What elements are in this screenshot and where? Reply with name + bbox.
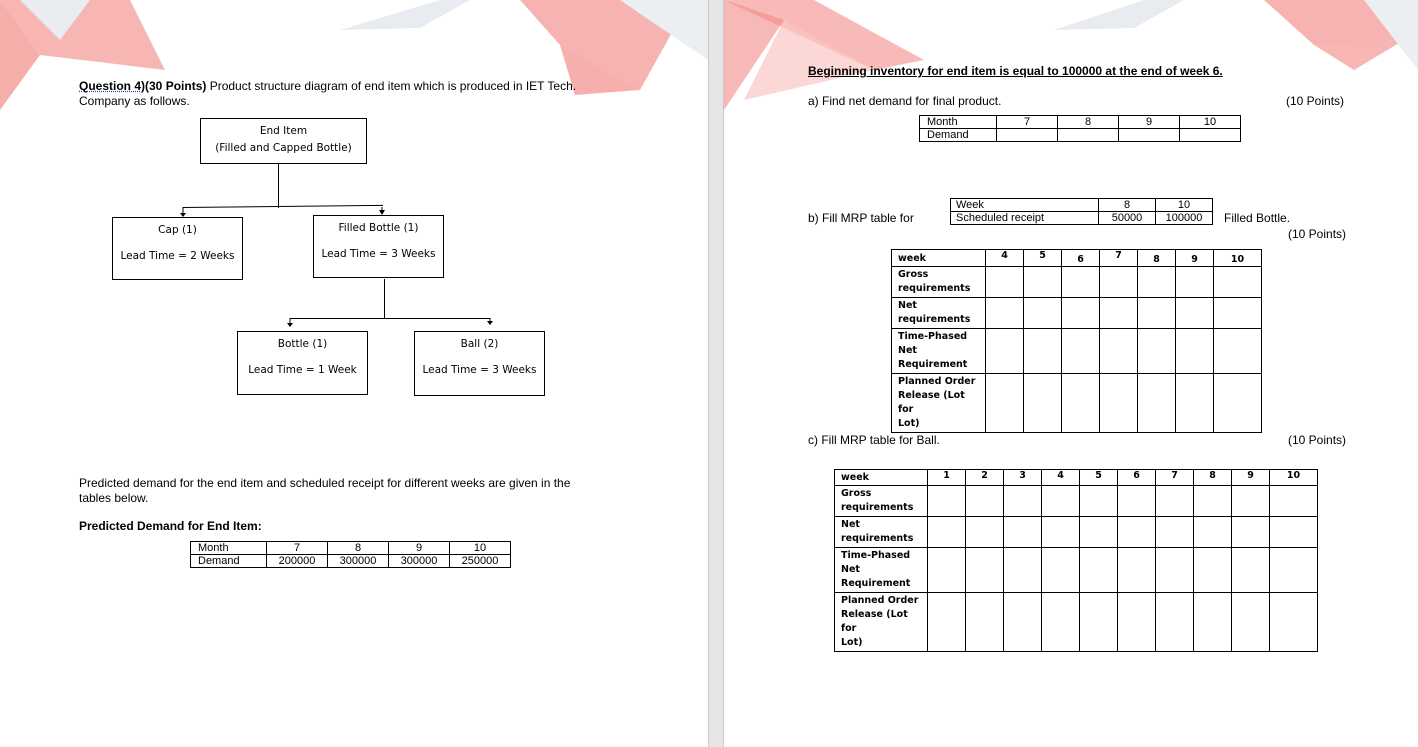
table-cell: 50000 <box>1099 212 1156 225</box>
part-a-points: (10 Points) <box>1286 94 1345 108</box>
table-cell[interactable] <box>1138 267 1176 298</box>
table-cell: 4 <box>1042 470 1080 486</box>
table-cell: 8 <box>1058 116 1119 129</box>
table-cell: 8 <box>1099 199 1156 212</box>
table-cell[interactable] <box>1042 486 1080 517</box>
question-points: (30 Points) <box>145 79 207 93</box>
table-cell[interactable] <box>1042 548 1080 593</box>
table-cell: 250000 <box>450 555 511 568</box>
table-cell[interactable] <box>986 374 1024 433</box>
table-cell[interactable] <box>1100 267 1138 298</box>
table-cell[interactable] <box>1138 329 1176 374</box>
table-cell: 6 <box>1062 250 1100 267</box>
table-cell: 9 <box>1232 470 1270 486</box>
table-cell[interactable] <box>1118 593 1156 652</box>
table-cell[interactable] <box>986 298 1024 329</box>
row-label-line: Lot) <box>841 637 863 648</box>
table-cell: 7 <box>997 116 1058 129</box>
table-cell[interactable] <box>1270 517 1318 548</box>
table-cell: 300000 <box>328 555 389 568</box>
table-row <box>191 555 511 568</box>
row-label-line: Net <box>898 300 917 311</box>
part-b-points: (10 Points) <box>1288 227 1347 241</box>
row-label-line: requirements <box>898 314 971 325</box>
scheduled-receipt-table <box>950 198 1213 225</box>
table-cell: Week <box>951 199 1099 212</box>
table-cell[interactable] <box>1119 129 1180 142</box>
bottle-lead-time: Lead Time = 1 Week <box>248 364 357 376</box>
table-cell[interactable] <box>1004 486 1042 517</box>
table-cell[interactable] <box>1194 517 1232 548</box>
table-cell: 300000 <box>389 555 450 568</box>
table-row-label <box>835 593 928 652</box>
table-row <box>835 470 1318 486</box>
table-cell: 9 <box>1176 250 1214 267</box>
row-label-line: requirements <box>841 502 914 513</box>
filled-bottle-lead-time: Lead Time = 3 Weeks <box>321 248 436 260</box>
table-cell: Month <box>191 542 267 555</box>
table-cell: 8 <box>328 542 389 555</box>
row-label-line: Release (Lot for <box>898 390 965 415</box>
part-b-label: b) Fill MRP table for <box>808 211 914 225</box>
filled-bottle-name: Filled Bottle (1) <box>338 222 419 234</box>
table-cell: 10 <box>1156 199 1213 212</box>
table-cell: week <box>835 470 928 486</box>
table-row-label <box>892 298 986 329</box>
table-row <box>892 329 1262 374</box>
table-cell: 8 <box>1138 250 1176 267</box>
table-cell[interactable] <box>1062 298 1100 329</box>
table-cell[interactable] <box>1232 593 1270 652</box>
table-cell[interactable] <box>1118 517 1156 548</box>
row-label-line: Time-Phased <box>898 331 968 342</box>
end-item-subtitle: (Filled and Capped Bottle) <box>215 142 352 154</box>
table-cell[interactable] <box>1156 517 1194 548</box>
ball-lead-time: Lead Time = 3 Weeks <box>422 364 537 376</box>
table-row <box>951 212 1213 225</box>
row-label-line: Net <box>841 564 860 575</box>
table-cell: 10 <box>1214 250 1262 267</box>
table-cell[interactable] <box>1100 329 1138 374</box>
table-cell[interactable] <box>1024 267 1062 298</box>
end-item-name: End Item <box>259 125 308 137</box>
table-cell[interactable] <box>1024 298 1062 329</box>
row-label-line: requirements <box>898 283 971 294</box>
row-label-line: Release (Lot for <box>841 609 908 634</box>
demand-text-line1: Predicted demand for the end item and scheduled receipt for different weeks are given in the <box>79 476 571 490</box>
predicted-demand-heading: Predicted Demand for End Item: <box>79 519 262 533</box>
table-cell[interactable] <box>1214 267 1262 298</box>
table-cell[interactable] <box>928 486 966 517</box>
table-cell[interactable] <box>1180 129 1241 142</box>
part-c-points: (10 Points) <box>1288 433 1347 447</box>
table-row <box>835 486 1318 517</box>
row-label-line: Net <box>841 519 860 530</box>
net-demand-table <box>919 115 1241 142</box>
question-number: Question 4) <box>79 79 146 93</box>
table-cell[interactable] <box>1062 374 1100 433</box>
table-cell[interactable] <box>1156 486 1194 517</box>
predicted-demand-table <box>190 541 511 568</box>
table-cell[interactable] <box>1004 593 1042 652</box>
table-row <box>920 116 1241 129</box>
ball-name: Ball (2) <box>460 338 499 350</box>
table-row-label <box>892 267 986 298</box>
table-row <box>835 593 1318 652</box>
table-cell[interactable] <box>1100 374 1138 433</box>
connector-line <box>278 164 279 208</box>
table-cell: 4 <box>986 250 1024 267</box>
table-cell: Demand <box>920 129 997 142</box>
table-cell: 6 <box>1118 470 1156 486</box>
part-a-label: a) Find net demand for final product. <box>808 94 1002 108</box>
table-cell: 10 <box>1270 470 1318 486</box>
table-cell: 8 <box>1194 470 1232 486</box>
bottle-name: Bottle (1) <box>277 338 328 350</box>
table-cell[interactable] <box>928 548 966 593</box>
question-intro: Product structure diagram of end item which is produced in IET Tech. <box>206 79 577 93</box>
table-cell[interactable] <box>1138 298 1176 329</box>
table-cell[interactable] <box>966 548 1004 593</box>
table-cell[interactable] <box>1058 129 1119 142</box>
table-cell: 9 <box>389 542 450 555</box>
table-row-label <box>892 329 986 374</box>
table-cell[interactable] <box>1194 593 1232 652</box>
table-cell: Demand <box>191 555 267 568</box>
table-cell[interactable] <box>997 129 1058 142</box>
table-row <box>892 250 1262 267</box>
table-cell: 1 <box>928 470 966 486</box>
table-cell: 100000 <box>1156 212 1213 225</box>
table-row-label <box>892 374 986 433</box>
table-cell[interactable] <box>1004 517 1042 548</box>
table-cell: Month <box>920 116 997 129</box>
table-cell[interactable] <box>1176 267 1214 298</box>
table-cell[interactable] <box>1062 329 1100 374</box>
table-row-label <box>835 486 928 517</box>
inventory-note: Beginning inventory for end item is equal to 100000 at the end of week 6. <box>808 64 1223 78</box>
table-row <box>892 298 1262 329</box>
table-cell[interactable] <box>1156 593 1194 652</box>
cap-name: Cap (1) <box>158 224 197 236</box>
document-page-left <box>0 0 708 747</box>
ball-box <box>414 331 545 396</box>
bottle-box <box>237 331 368 395</box>
table-row-label <box>835 548 928 593</box>
table-cell[interactable] <box>966 593 1004 652</box>
table-row <box>892 374 1262 433</box>
demand-text-line2: tables below. <box>79 491 149 505</box>
table-cell[interactable] <box>1270 486 1318 517</box>
part-c-label: c) Fill MRP table for Ball. <box>808 433 940 447</box>
table-cell[interactable] <box>986 267 1024 298</box>
mrp-table-filled-bottle <box>891 249 1262 433</box>
table-cell[interactable] <box>1176 374 1214 433</box>
table-cell: 7 <box>1156 470 1194 486</box>
table-row <box>191 542 511 555</box>
table-cell: 10 <box>450 542 511 555</box>
table-cell[interactable] <box>928 517 966 548</box>
filled-bottle-box <box>313 215 444 278</box>
table-row <box>835 548 1318 593</box>
table-cell[interactable] <box>1232 548 1270 593</box>
row-label-line: Time-Phased <box>841 550 911 561</box>
table-cell: 5 <box>1080 470 1118 486</box>
table-cell[interactable] <box>1214 374 1262 433</box>
table-cell[interactable] <box>1194 486 1232 517</box>
cap-lead-time: Lead Time = 2 Weeks <box>120 250 235 262</box>
table-cell: week <box>892 250 986 267</box>
table-cell[interactable] <box>1080 517 1118 548</box>
table-cell[interactable] <box>1232 517 1270 548</box>
page-gutter <box>708 0 724 747</box>
cap-box <box>112 217 243 280</box>
row-label-line: Lot) <box>898 418 920 429</box>
table-cell[interactable] <box>1100 298 1138 329</box>
row-label-line: Requirement <box>841 578 911 589</box>
table-cell[interactable] <box>1042 517 1080 548</box>
table-row <box>892 267 1262 298</box>
table-cell: Scheduled receipt <box>951 212 1099 225</box>
table-cell[interactable] <box>1118 486 1156 517</box>
table-cell[interactable] <box>1270 548 1318 593</box>
document-page-right <box>724 0 1418 747</box>
table-cell: 5 <box>1024 250 1062 267</box>
table-cell[interactable] <box>1214 298 1262 329</box>
table-cell[interactable] <box>1270 593 1318 652</box>
table-cell: 3 <box>1004 470 1042 486</box>
table-cell[interactable] <box>1062 267 1100 298</box>
table-cell[interactable] <box>1138 374 1176 433</box>
table-cell[interactable] <box>1194 548 1232 593</box>
row-label-line: Planned Order <box>898 376 976 387</box>
table-cell: 200000 <box>267 555 328 568</box>
table-cell[interactable] <box>1004 548 1042 593</box>
row-label-line: Net <box>898 345 917 356</box>
table-cell[interactable] <box>1024 329 1062 374</box>
table-cell[interactable] <box>1080 486 1118 517</box>
arrow-heads <box>285 318 495 330</box>
row-label-line: Gross <box>898 269 929 280</box>
row-label-line: requirements <box>841 533 914 544</box>
table-cell[interactable] <box>966 517 1004 548</box>
table-cell[interactable] <box>928 593 966 652</box>
question-text-line2: Company as follows. <box>79 94 190 108</box>
row-label-line: Planned Order <box>841 595 919 606</box>
table-cell: 9 <box>1119 116 1180 129</box>
table-row <box>835 517 1318 548</box>
table-cell[interactable] <box>1024 374 1062 433</box>
question-text-line1 <box>79 79 576 93</box>
table-row <box>951 199 1213 212</box>
table-cell[interactable] <box>1214 329 1262 374</box>
table-cell: 7 <box>267 542 328 555</box>
mrp-table-ball <box>834 469 1318 652</box>
row-label-line: Gross <box>841 488 872 499</box>
table-row <box>920 129 1241 142</box>
table-cell[interactable] <box>966 486 1004 517</box>
table-cell: 2 <box>966 470 1004 486</box>
table-cell[interactable] <box>1118 548 1156 593</box>
end-item-box <box>200 118 367 164</box>
table-cell[interactable] <box>1176 298 1214 329</box>
table-cell[interactable] <box>1156 548 1194 593</box>
table-cell: 7 <box>1100 250 1138 267</box>
table-cell[interactable] <box>1042 593 1080 652</box>
part-b-suffix: Filled Bottle. <box>1224 211 1291 225</box>
table-cell: 10 <box>1180 116 1241 129</box>
table-row-label <box>835 517 928 548</box>
table-cell[interactable] <box>1176 329 1214 374</box>
row-label-line: Requirement <box>898 359 968 370</box>
table-cell[interactable] <box>1080 548 1118 593</box>
table-cell[interactable] <box>986 329 1024 374</box>
table-cell[interactable] <box>1080 593 1118 652</box>
table-cell[interactable] <box>1232 486 1270 517</box>
connector-line <box>384 279 385 319</box>
